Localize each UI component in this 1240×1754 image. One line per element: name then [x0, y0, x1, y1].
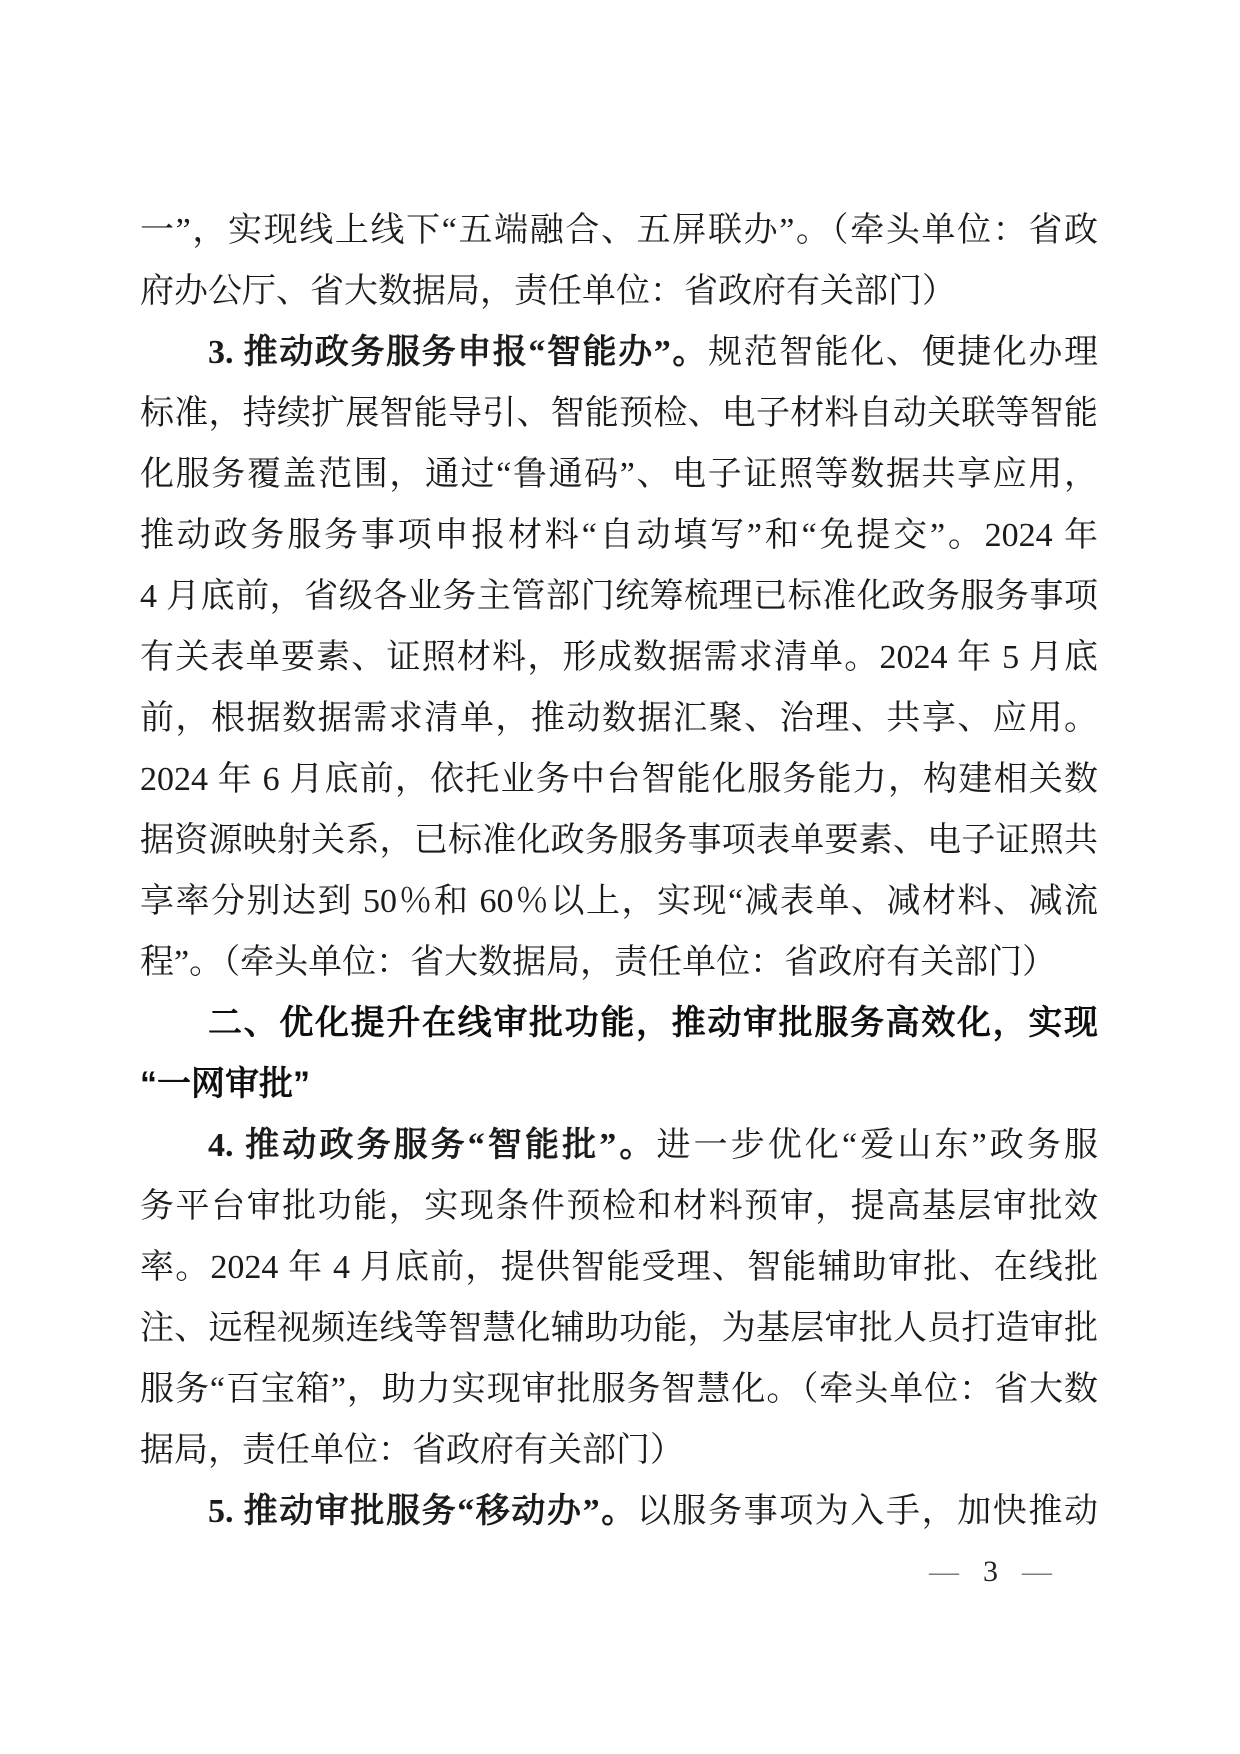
- body-text: 据资源映射关系，已标准化政务服务事项表单要素、电子证照共: [140, 822, 1098, 859]
- body-text: 以服务事项为入手，加快推动: [636, 1493, 1099, 1530]
- text-line: [140, 627, 1098, 688]
- text-line: [140, 1115, 1098, 1176]
- footer-dash-right: —: [1022, 1555, 1052, 1588]
- footer-dash-left: —: [929, 1555, 959, 1588]
- body-text: 府办公厅、省大数据局，责任单位：省政府有关部门）: [140, 273, 956, 310]
- text-line: [140, 322, 1098, 383]
- text-line: [140, 383, 1098, 444]
- body-text: 进一步优化“爱山东”政务服: [656, 1127, 1098, 1164]
- body-text: 前，根据数据需求清单，推动数据汇聚、治理、共享、应用。: [140, 700, 1098, 737]
- text-line: [140, 871, 1098, 932]
- section-heading-text: “一网审批”: [140, 1065, 310, 1103]
- body-text: 一”，实现线上线下“五端融合、五屏联办”。（牵头单位：省政: [140, 212, 1098, 249]
- body-text: 推动政务服务事项申报材料“自动填写”和“免提交”。2024 年: [140, 517, 1098, 554]
- text-line: [140, 200, 1098, 261]
- paragraph-lead-text: 4. 推动政务服务“智能批”。: [208, 1127, 657, 1164]
- section-heading-text: 二、优化提升在线审批功能，推动审批服务高效化，实现: [208, 1004, 1098, 1042]
- document-body: [140, 200, 1098, 1542]
- paragraph-lead-text: 5. 推动审批服务“移动办”。: [208, 1493, 637, 1530]
- text-line: [140, 261, 1098, 322]
- body-text: 程”。（牵头单位：省大数据局，责任单位：省政府有关部门）: [140, 944, 1057, 981]
- body-text: 标准，持续扩展智能导引、智能预检、电子材料自动关联等智能: [140, 395, 1098, 432]
- text-line: [140, 1481, 1098, 1542]
- text-line: [140, 566, 1098, 627]
- body-text: 务平台审批功能，实现条件预检和材料预审，提高基层审批效: [140, 1188, 1098, 1225]
- body-text: 2024 年 6 月底前，依托业务中台智能化服务能力，构建相关数: [140, 761, 1098, 798]
- text-line: [140, 505, 1098, 566]
- text-line: [140, 444, 1098, 505]
- text-line: [140, 688, 1098, 749]
- text-line: [140, 1298, 1098, 1359]
- text-line: [140, 1420, 1098, 1481]
- text-line: [140, 1359, 1098, 1420]
- body-text: 服务“百宝箱”，助力实现审批服务智慧化。（牵头单位：省大数: [140, 1371, 1098, 1408]
- text-line: [140, 1237, 1098, 1298]
- paragraph-lead-text: 3. 推动政务服务申报“智能办”。: [208, 334, 708, 371]
- text-line: [140, 1176, 1098, 1237]
- page-footer: [140, 1550, 1098, 1594]
- body-text: 有关表单要素、证照材料，形成数据需求清单。2024 年 5 月底: [140, 639, 1098, 676]
- section-heading-line: [140, 1054, 1098, 1115]
- body-text: 享率分别达到 50％和 60％以上，实现“减表单、减材料、减流: [140, 883, 1098, 920]
- text-line: [140, 932, 1098, 993]
- body-text: 据局，责任单位：省政府有关部门）: [140, 1432, 684, 1469]
- body-text: 规范智能化、便捷化办理: [708, 334, 1098, 371]
- section-heading-line: [140, 993, 1098, 1054]
- page-number: 3: [983, 1555, 998, 1588]
- body-text: 注、远程视频连线等智慧化辅助功能，为基层审批人员打造审批: [140, 1310, 1098, 1347]
- text-line: [140, 810, 1098, 871]
- body-text: 率。2024 年 4 月底前，提供智能受理、智能辅助审批、在线批: [140, 1249, 1098, 1286]
- text-line: [140, 749, 1098, 810]
- body-text: 化服务覆盖范围，通过“鲁通码”、电子证照等数据共享应用，: [140, 456, 1098, 493]
- body-text: 4 月底前，省级各业务主管部门统筹梳理已标准化政务服务事项: [140, 578, 1098, 615]
